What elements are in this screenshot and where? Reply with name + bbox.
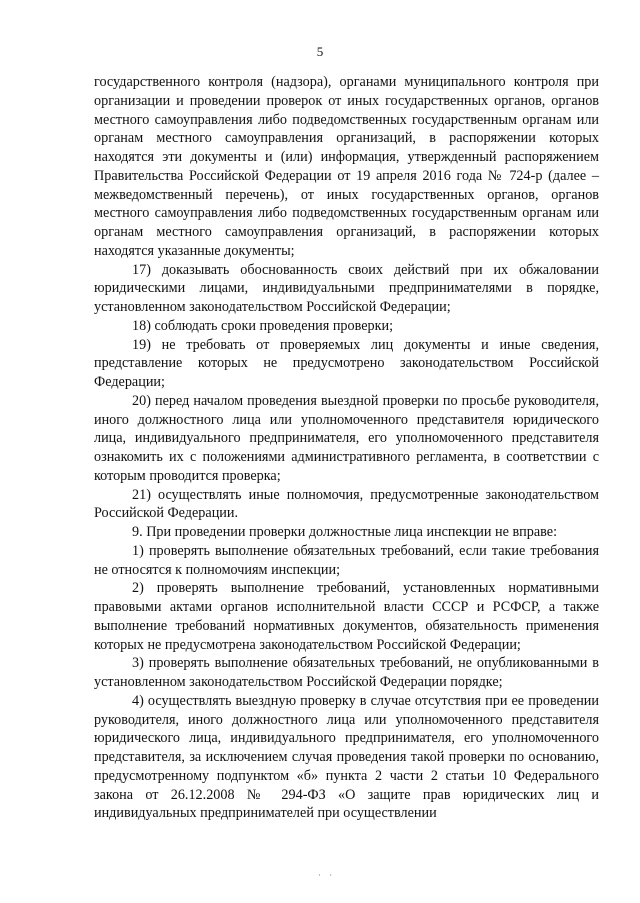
paragraph-item-18: 18) соблюдать сроки проведения проверки;: [132, 317, 394, 334]
paragraph-section-9: 9. При проведении проверки должностные лица инспекции не вправе:: [132, 524, 558, 540]
paragraph-item-19: 19) не требовать от проверяемых лиц документы и иные сведения, представление которых не предусмотрено законодательством Российской Федерации;: [94, 336, 599, 390]
paragraph-item-21: 21) осуществлять иные полномочия, предусмотренные законодательством Российской Федерации.: [94, 486, 599, 522]
paragraph-subitem-4: 4) осуществлять выездную проверку в случае отсутствия при ее проведении руководителя, иного должностного лица или уполномоченного представителя юридического лица, индивидуального предпринимателя, его уполномоченного представителя, за исключением случая проведения такой проверки по основанию, предусмотренному подпунктом «б» пункта 2 части 2 статьи 10 Федерального закона от 26.12.2008 № 294-ФЗ «О защите прав юридических лиц и индивидуальных предпринимателей при осуществлении: [94, 692, 599, 822]
scan-speck-mark: · ·: [318, 870, 336, 880]
page-number: 5: [316, 44, 324, 59]
paragraph-subitem-3: 3) проверять выполнение обязательных требований, не опубликованными в установленном законодательством Российской Федерации порядке;: [94, 655, 599, 690]
paragraph-item-17: 17) доказывать обоснованность своих действий при их обжаловании юридическими лицами, индивидуальными предпринимателями в порядке, установленном законодательством Российской Федерации;: [94, 261, 599, 315]
document-body: [94, 73, 599, 823]
paragraph-item-20: 20) перед началом проведения выездной проверки по просьбе руководителя, иного должностного лица или уполномоченного представителя юридического лица, индивидуального предпринимателя, его уполномоченного представителя ознакомить их с положениями административного регламента, в соответствии с которым проводится проверка;: [94, 392, 599, 484]
paragraph-subitem-2: 2) проверять выполнение требований, установленных нормативными правовыми актами органов исполнительной власти СССР и РСФСР, а также выполнение требований нормативных документов, обязательность применения которых не предусмотрена законодательством Российской Федерации;: [94, 580, 599, 653]
paragraph-continuation: государственного контроля (надзора), органами муниципального контроля при организации и проведении проверок от иных государственных органов, органов местного самоуправления либо подведомственных государственным органам или органам местного самоуправления организаций, в распоряжении которых находятся эти документы и (или) информация, утвержденный распоряжением Правительства Российской Федерации от 19 апреля 2016 года № 724-р (далее – межведомственный перечень), от иных государственных органов, органов местного самоуправления либо подведомственных государственным органам или органам местного самоуправления организаций, в распоряжении которых находятся указанные документы;: [94, 74, 599, 259]
paragraph-subitem-1: 1) проверять выполнение обязательных требований, если такие требования не относятся к полномочиям инспекции;: [94, 542, 599, 578]
